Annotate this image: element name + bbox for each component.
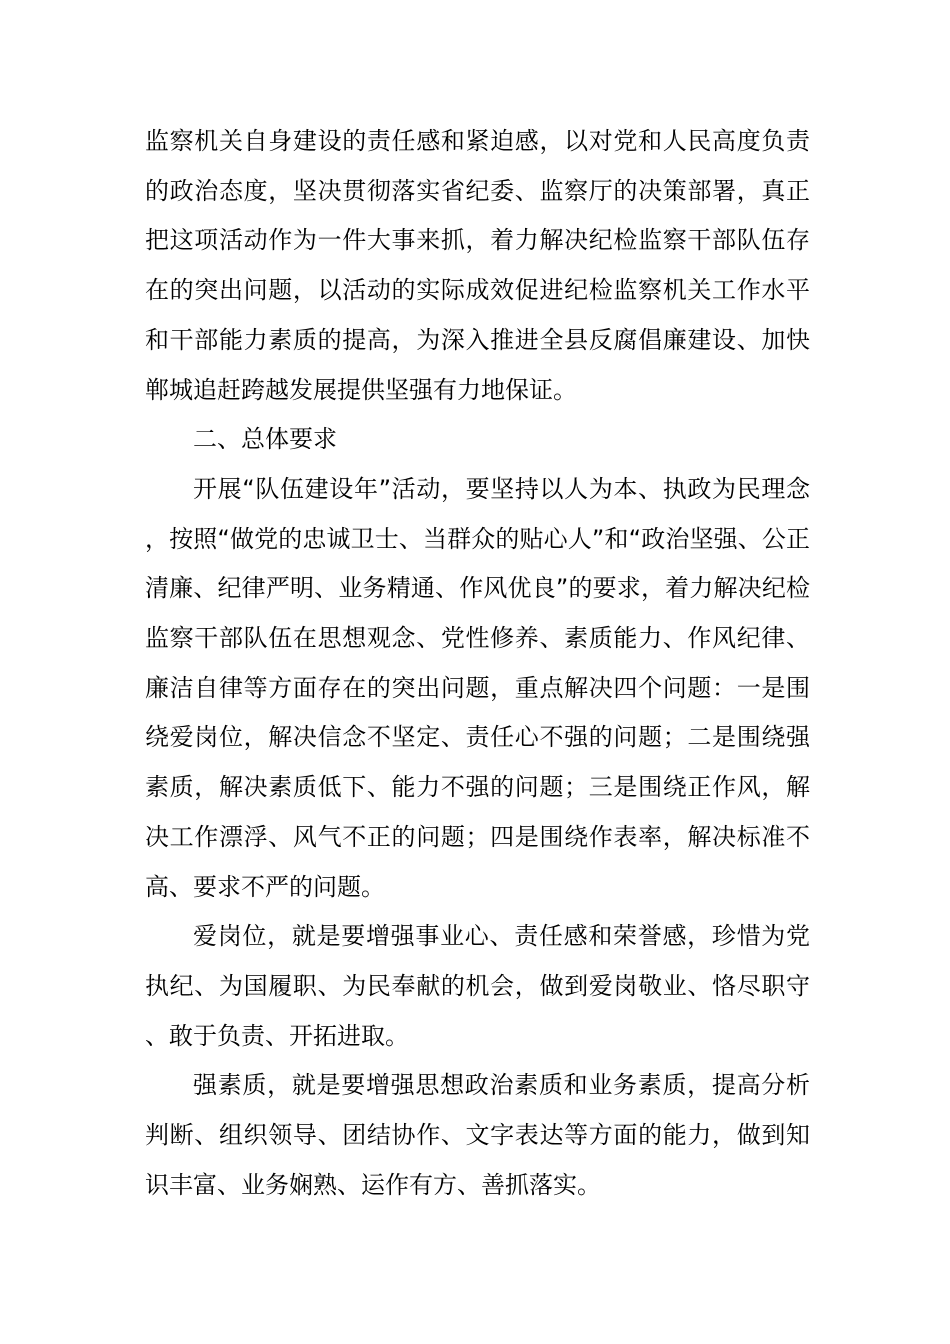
- body-paragraph: 强素质，就是要增强思想政治素质和业务素质，提高分析判断、组织领导、团结协作、文字表达等方面的能力，做到知识丰富、业务娴熟、运作有方、善抓落实。: [145, 1071, 810, 1199]
- body-paragraph: 监察机关自身建设的责任感和紧迫感，以对党和人民高度负责的政治态度，坚决贯彻落实省纪委、监察厅的决策部署，真正把这项活动作为一件大事来抓，着力解决纪检监察干部队伍存在的突出问题，以活动的实际成效促进纪检监察机关工作水平和干部能力素质的提高，为深入推进全县反腐倡廉建设、加快郸城追赶跨越发展提供坚强有力地保证。: [145, 127, 810, 404]
- body-paragraph: 开展“队伍建设年”活动，要坚持以人为本、执政为民理念，按照“做党的忠诚卫士、当群众的贴心人”和“政治坚强、公正清廉、纪律严明、业务精通、作风优良”的要求，着力解决纪检监察干部队伍在思想观念、党性修养、素质能力、作风纪律、廉洁自律等方面存在的突出问题，重点解决四个问题：一是围绕爱岗位，解决信念不坚定、责任心不强的问题；二是围绕强素质，解决素质低下、能力不强的问题；三是围绕正作风，解决工作漂浮、风气不正的问题；四是围绕作表率，解决标准不高、要求不严的问题。: [145, 474, 810, 901]
- section-heading: 二、总体要求: [193, 425, 337, 454]
- body-paragraph: 爱岗位，就是要增强事业心、责任感和荣誉感，珍惜为党执纪、为国履职、为民奉献的机会，做到爱岗敬业、恪尽职守、敢于负责、开拓进取。: [145, 922, 810, 1050]
- document-page: [145, 117, 810, 1210]
